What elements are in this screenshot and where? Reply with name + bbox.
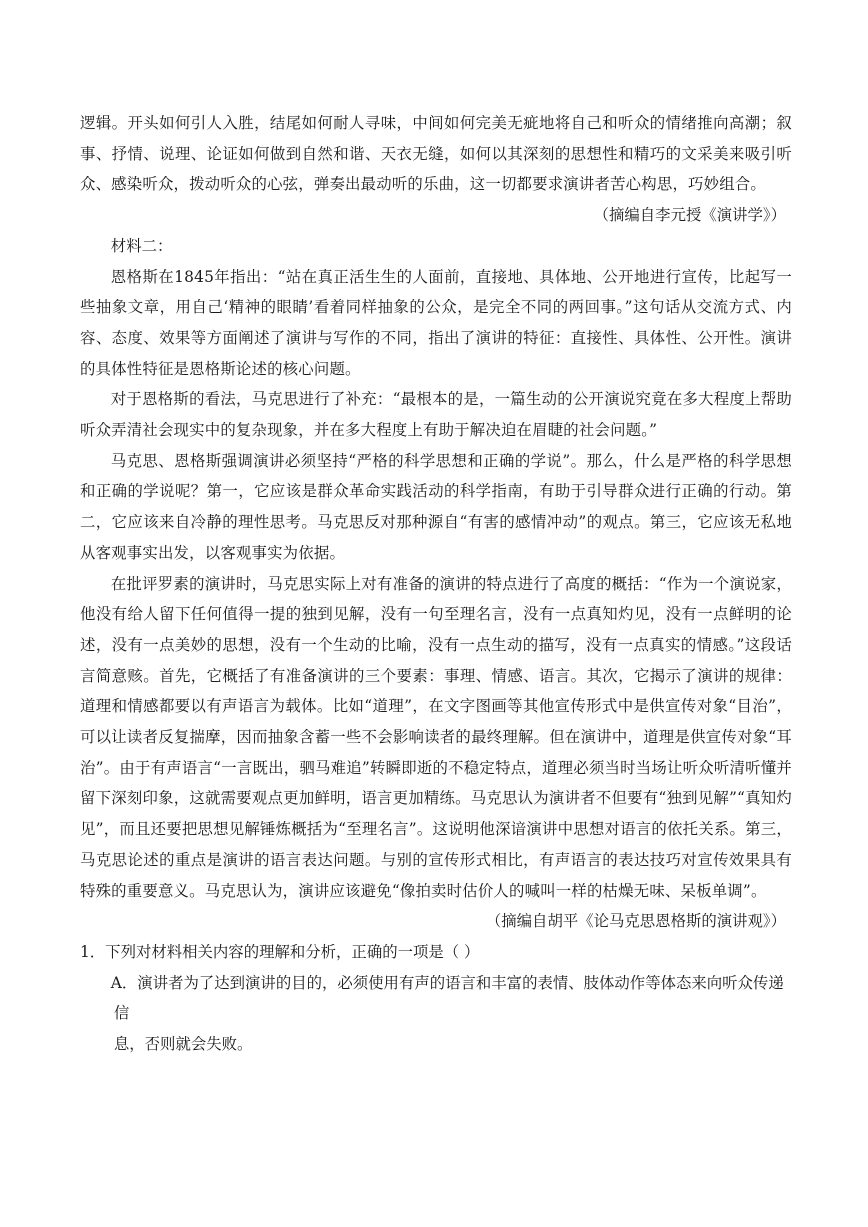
material1-source: （摘编自李元授《演讲学》）: [593, 206, 786, 225]
document-page: [80, 108, 792, 1060]
material1-paragraph-end: 逻辑。开头如何引人入胜，结尾如何耐人寻味，中间如何完美无疵地将自己和听众的情绪推向高潮；叙事、抒情、说理、论证如何做到自然和谐、天衣无缝，如何以其深刻的思想性和精巧的文采美来吸引听众、感染听众，拨动听众的心弦，弹奏出最动听的乐曲，这一切都要求演讲者苦心构思，巧妙组合。: [80, 114, 792, 194]
material2-source: （摘编自胡平《论马克思恩格斯的演讲观》）: [485, 912, 786, 931]
question-1-option-a: A．演讲者为了达到演讲的目的，必须使用有声的语言和丰富的表情、肢体动作等体态来向听众传递信: [110, 973, 784, 1023]
question-1-option-a-continued: 息，否则就会失败。: [113, 1035, 253, 1054]
question-1-stem: 1．下列对材料相关内容的理解和分析，正确的一项是（ ）: [80, 942, 480, 961]
material2-paragraph-2: 对于恩格斯的看法，马克思进行了补充：“最根本的是，一篇生动的公开演说究竟在多大程度上帮助听众弄清社会现实中的复杂现象，并在多大程度上有助于解决迫在眉睫的社会问题。”: [80, 390, 792, 440]
material2-paragraph-3: 马克思、恩格斯强调演讲必须坚持“严格的科学思想和正确的学说”。那么，什么是严格的科学思想和正确的学说呢？第一，它应该是群众革命实践活动的科学指南，有助于引导群众进行正确的行动。第二，它应该来自冷静的理性思考。马克思反对那种源自“有害的感情冲动”的观点。第三，它应该无私地从客观事实出发，以客观事实为依据。: [80, 451, 792, 562]
material2-label: 材料二：: [110, 236, 173, 255]
material2-paragraph-4: 在批评罗素的演讲时，马克思实际上对有准备的演讲的特点进行了高度的概括：“作为一个演说家，他没有给人留下任何值得一提的独到见解，没有一句至理名言，没有一点真知灼见，没有一点鲜明的论述，没有一点美妙的思想，没有一个生动的比喻，没有一点生动的描写，没有一点真实的情感。”这段话言简意赅。首先，它概括了有准备演讲的三个要素：事理、情感、语言。其次，它揭示了演讲的规律：道理和情感都要以有声语言为载体。比如“道理”，在文字图画等其他宣传形式中是供宣传对象“目治”，可以让读者反复揣摩，因而抽象含蓄一些不会影响读者的最终理解。但在演讲中，道理是供宣传对象“耳治”。由于有声语言“一言既出，驷马难追”转瞬即逝的不稳定特点，道理必须当时当场让听众听清听懂并留下深刻印象，这就需要观点更加鲜明，语言更加精练。马克思认为演讲者不但要有“独到见解”“真知灼见”，而且还要把思想见解锤炼概括为“至理名言”。这说明他深谙演讲中思想对语言的依托关系。第三，马克思论述的重点是演讲的语言表达问题。与别的宣传形式相比，有声语言的表达技巧对宣传效果具有特殊的重要意义。马克思认为，演讲应该避免“像拍卖时估价人的喊叫一样的枯燥无味、呆板单调”。: [80, 574, 792, 900]
material2-paragraph-1: 恩格斯在1845年指出：“站在真正活生生的人面前，直接地、具体地、公开地进行宣传，比起写一些抽象文章，用自己‘精神的眼睛’看着同样抽象的公众，是完全不同的两回事。”这句话从交流方式、内容、态度、效果等方面阐述了演讲与写作的不同，指出了演讲的特征：直接性、具体性、公开性。演讲的具体性特征是恩格斯论述的核心问题。: [80, 267, 792, 378]
